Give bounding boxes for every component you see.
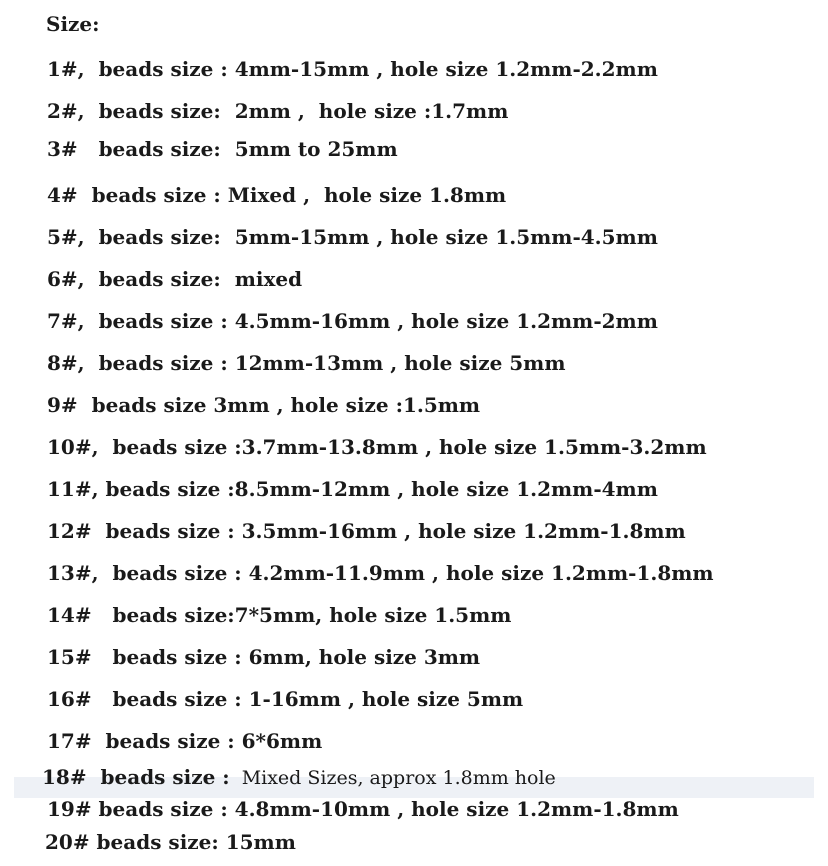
item-text: beads size 3mm , hole size :1.5mm — [77, 393, 481, 417]
size-item-2 — [47, 98, 508, 124]
item-number: 10#, — [47, 435, 99, 459]
size-item-12 — [47, 518, 686, 544]
item-number: 9# — [47, 393, 78, 417]
item-number: 13#, — [47, 561, 99, 585]
item-text: beads size : 6mm, hole size 3mm — [91, 645, 481, 669]
size-item-10 — [47, 434, 707, 460]
size-item-14 — [47, 602, 511, 628]
size-item-18 — [42, 764, 556, 791]
item-number: 14# — [47, 603, 92, 627]
item-text: beads size: 5mm to 25mm — [77, 137, 398, 161]
item-text: beads size : — [86, 765, 230, 789]
item-text: beads size : 3.5mm-16mm , hole size 1.2mm-1.8mm — [91, 519, 686, 543]
item-text: beads size: mixed — [84, 267, 303, 291]
item-number: 16# — [47, 687, 92, 711]
size-item-20 — [45, 829, 296, 855]
size-heading: Size: — [46, 12, 100, 36]
item-number: 19# — [47, 797, 92, 821]
item-number: 17# — [47, 729, 92, 753]
item-text: beads size : 4.5mm-16mm , hole size 1.2mm-2mm — [84, 309, 658, 333]
size-item-4 — [47, 182, 506, 208]
size-item-1 — [47, 56, 658, 82]
item-text: beads size : 4.2mm-11.9mm , hole size 1.2mm-1.8mm — [98, 561, 714, 585]
size-item-15 — [47, 644, 480, 670]
item-number: 18# — [42, 765, 87, 789]
item-text: beads size : Mixed , hole size 1.8mm — [77, 183, 507, 207]
item-text: beads size : 4.8mm-10mm , hole size 1.2mm-1.8mm — [91, 797, 679, 821]
item-text: beads size: 15mm — [89, 830, 296, 854]
size-item-3 — [47, 136, 398, 162]
size-item-17 — [47, 728, 322, 754]
size-item-5 — [47, 224, 658, 250]
item-number: 2#, — [47, 99, 85, 123]
item-number: 20# — [45, 830, 90, 854]
item-number: 1#, — [47, 57, 85, 81]
item-number: 11#, — [47, 477, 99, 501]
item-number: 5#, — [47, 225, 85, 249]
item-text: beads size:7*5mm, hole size 1.5mm — [91, 603, 512, 627]
item-number: 12# — [47, 519, 92, 543]
item-text: beads size :8.5mm-12mm , hole size 1.2mm-4mm — [98, 477, 658, 501]
item-number: 4# — [47, 183, 78, 207]
size-item-19 — [47, 796, 679, 822]
size-item-6 — [47, 266, 302, 292]
size-item-11 — [47, 476, 658, 502]
item-number: 15# — [47, 645, 92, 669]
size-item-13 — [47, 560, 714, 586]
size-item-16 — [47, 686, 523, 712]
item-text: beads size : 1-16mm , hole size 5mm — [91, 687, 524, 711]
item-text: beads size :3.7mm-13.8mm , hole size 1.5mm-3.2mm — [98, 435, 707, 459]
item-number: 3# — [47, 137, 78, 161]
item-number: 8#, — [47, 351, 85, 375]
item-text: beads size : 12mm-13mm , hole size 5mm — [84, 351, 566, 375]
size-item-7 — [47, 308, 658, 334]
item-text: beads size: 5mm-15mm , hole size 1.5mm-4.5mm — [84, 225, 658, 249]
item-number: 7#, — [47, 309, 85, 333]
item-number: 6#, — [47, 267, 85, 291]
item-text: beads size : 6*6mm — [91, 729, 323, 753]
item-text: beads size: 2mm , hole size :1.7mm — [84, 99, 509, 123]
size-item-8 — [47, 350, 566, 376]
item-extra: Mixed Sizes, approx 1.8mm hole — [241, 767, 556, 789]
size-item-9 — [47, 392, 480, 418]
item-text: beads size : 4mm-15mm , hole size 1.2mm-2.2mm — [84, 57, 658, 81]
